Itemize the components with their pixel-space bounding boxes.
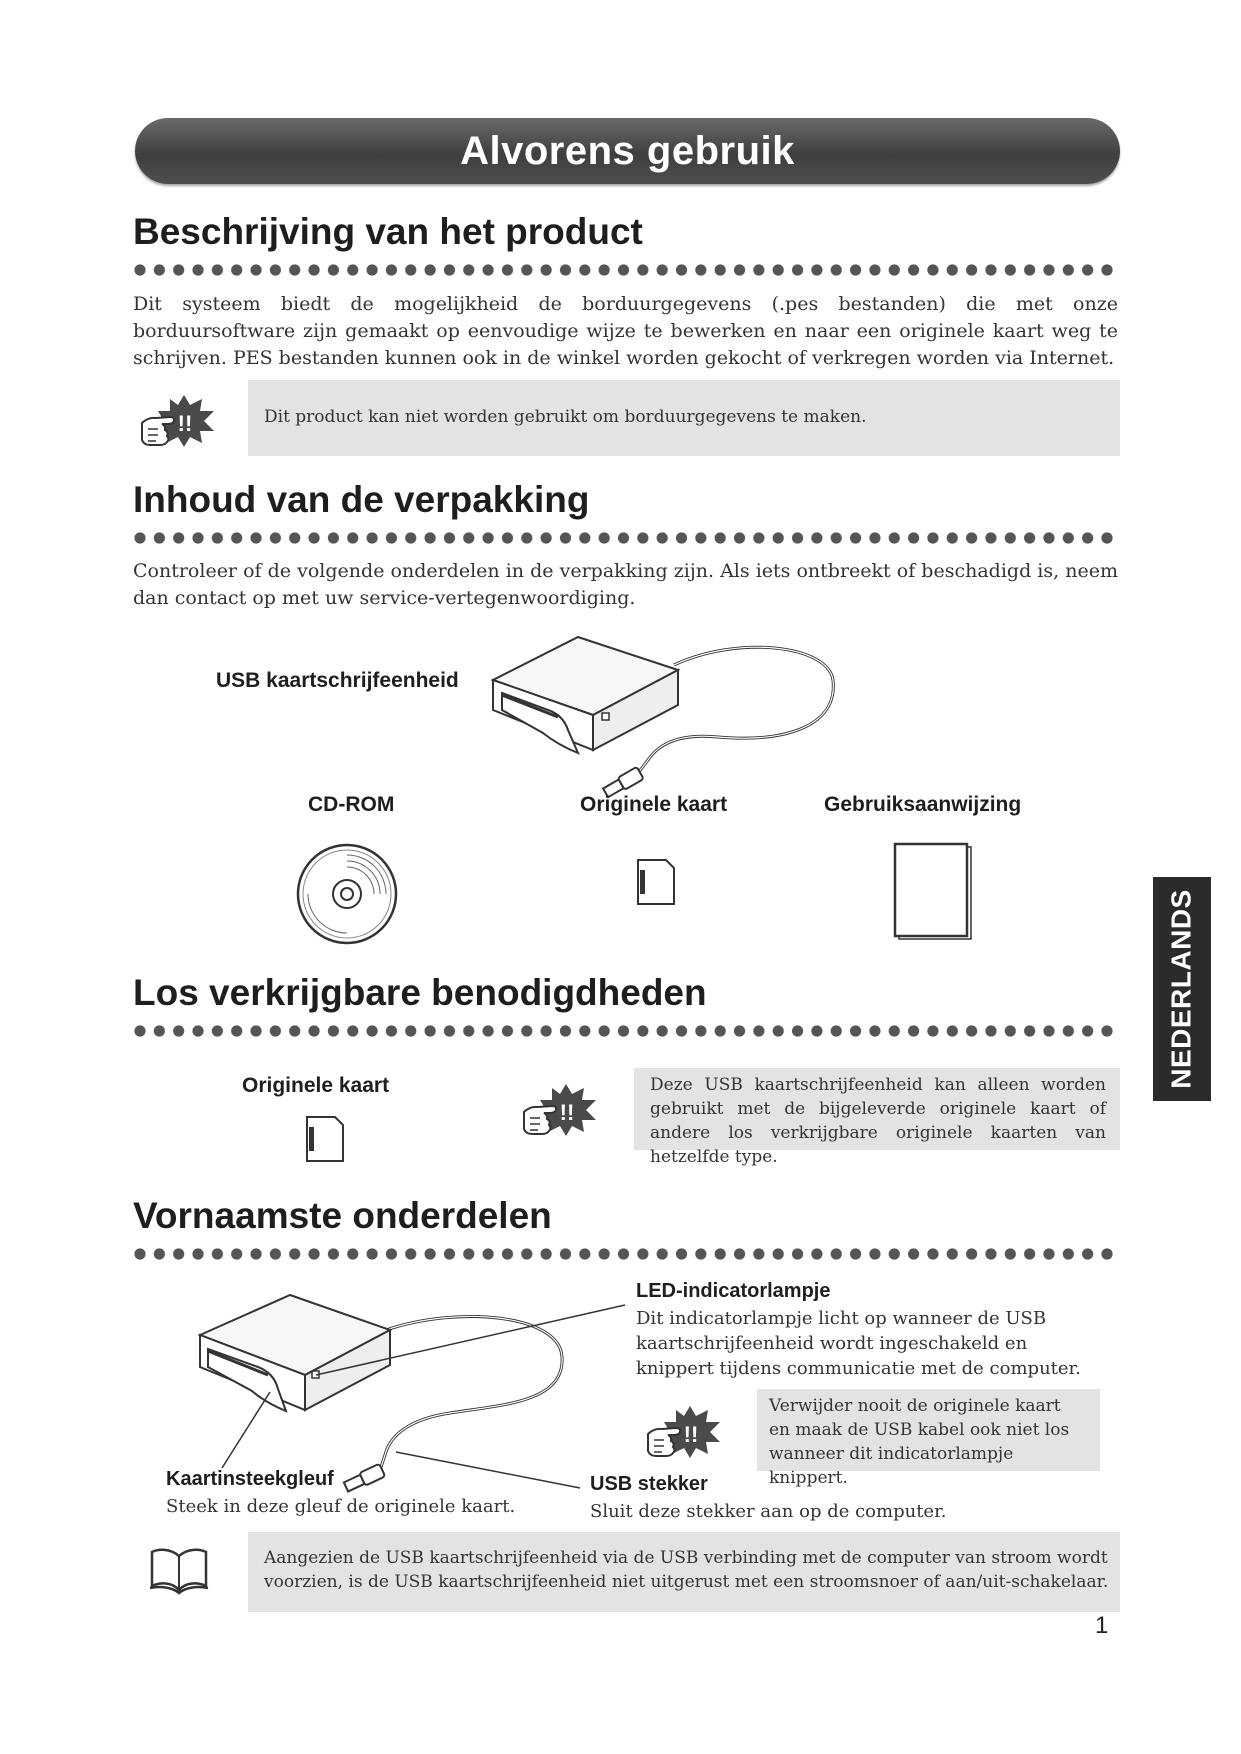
optional-note-box — [634, 1068, 1120, 1167]
plug-description: Sluit deze stekker aan op de computer. — [590, 1501, 947, 1522]
info-note-text: Aangezien de USB kaartschrijfeenheid via de USB verbinding met de computer van stroom wordt voorzien, is de USB kaartschrijfeenheid niet uitgerust met een stroomsnoer of aan/uit-schakelaar. — [264, 1548, 1109, 1592]
cdrom-image — [296, 843, 398, 945]
page-title: Alvorens gebruik — [460, 128, 795, 173]
caution-hand-icon — [646, 1404, 726, 1460]
original-card-image — [636, 858, 676, 906]
title-banner — [135, 118, 1120, 184]
led-note-text: Verwijder nooit de originele kaart en maak de USB kabel ook niet los wanneer dit indicatorlampje knippert. — [769, 1396, 1070, 1488]
manual-image — [893, 843, 975, 943]
open-book-icon — [148, 1546, 210, 1594]
section-title-optional: Los verkrijgbare benodigdheden — [133, 972, 707, 1013]
led-title: LED-indicatorlampje — [636, 1280, 831, 1302]
contents-description: Controleer of de volgende onderdelen in de verpakking zijn. Als iets ontbreekt of beschadigd is, neem dan contact op met uw service-vertegenwoordiging. — [133, 560, 1118, 609]
slot-description: Steek in deze gleuf de originele kaart. — [166, 1496, 516, 1517]
section-title-product: Beschrijving van het product — [133, 211, 643, 252]
product-description: Dit systeem biedt de mogelijkheid de borduurgegevens (.pes bestanden) die met onze borduursoftware zijn gemaakt op eenvoudige wijze te bewerken en naar een originele kaart weg te schrijven. PES bestanden kunnen ook in de winkel worden gekocht of verkregen worden via Internet. — [133, 293, 1118, 369]
optional-card-image — [305, 1115, 345, 1163]
dotted-divider — [133, 262, 1119, 278]
label-cdrom: CD-ROM — [308, 793, 395, 816]
led-note-box — [757, 1389, 1100, 1488]
slot-title: Kaartinsteekgleuf — [166, 1468, 334, 1490]
language-tab — [1153, 877, 1211, 1101]
label-manual: Gebruiksaanwijzing — [824, 793, 1022, 816]
usb-writer-image — [488, 625, 838, 795]
product-note-box — [248, 380, 1120, 456]
language-tab-label: NEDERLANDS — [1166, 889, 1197, 1089]
section-title-contents: Inhoud van de verpakking — [133, 479, 590, 520]
label-optional-card: Originele kaart — [242, 1074, 390, 1097]
optional-note-text: Deze USB kaartschrijfeenheid kan alleen worden gebruikt met de bijgeleverde originele kaart of andere los verkrijgbare originele kaarten van hetzelfde type. — [650, 1075, 1106, 1167]
label-usb-writer: USB kaartschrijfeenheid — [216, 669, 459, 692]
dotted-divider — [133, 530, 1119, 546]
product-note-text: Dit product kan niet worden gebruikt om borduurgegevens te maken. — [264, 407, 867, 427]
dotted-divider — [133, 1246, 1119, 1262]
led-description: Dit indicatorlampje licht op wanneer de USB kaartschrijfeenheid wordt ingeschakeld en knippert tijdens communicatie met de computer. — [636, 1308, 1081, 1379]
dotted-divider — [133, 1023, 1119, 1039]
label-card: Originele kaart — [580, 793, 728, 816]
caution-hand-icon — [140, 393, 220, 449]
page-number: 1 — [1095, 1612, 1109, 1639]
plug-title: USB stekker — [590, 1473, 708, 1495]
caution-hand-icon — [522, 1082, 602, 1138]
info-note-box — [248, 1532, 1120, 1612]
section-title-parts: Vornaamste onderdelen — [133, 1195, 552, 1236]
